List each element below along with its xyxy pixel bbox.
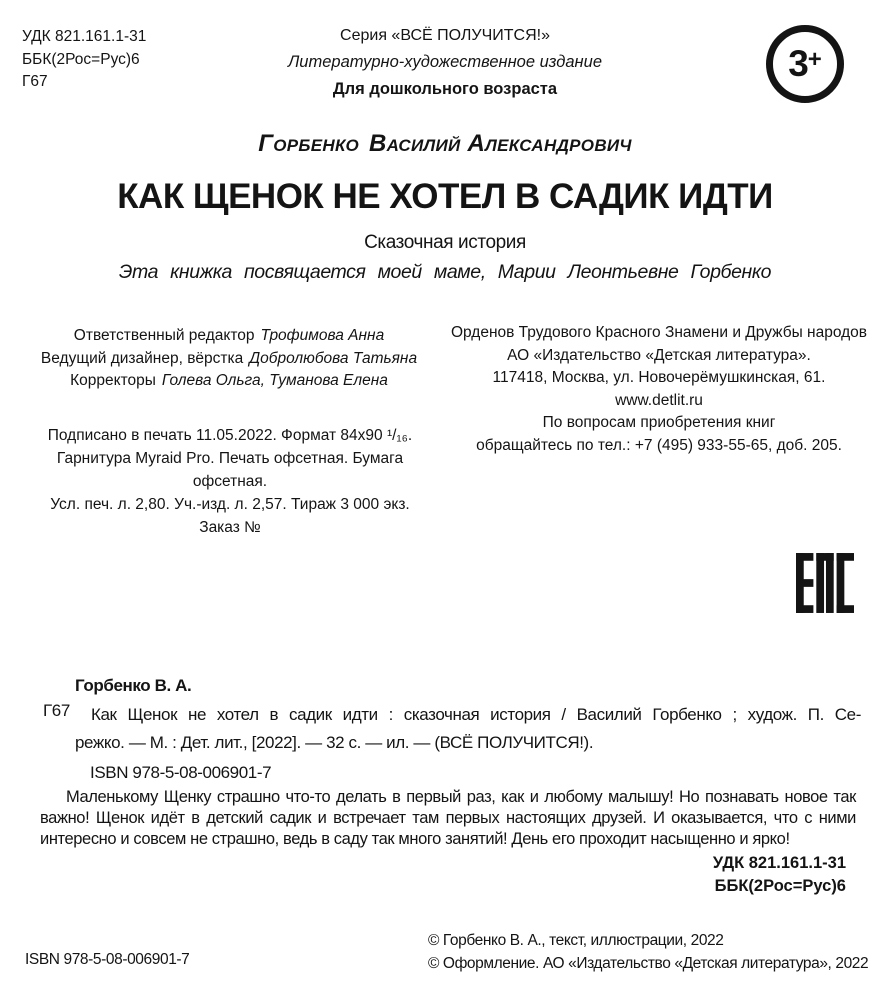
book-title: КАК ЩЕНОК НЕ ХОТЕЛ В САДИК ИДТИ [117,177,773,216]
dedication-line: Эта книжка посвящается моей маме, Марии Леонтьевне Горбенко [118,261,772,283]
age-note-line: Для дошкольного возраста [332,80,558,98]
credit-names: Добролюбова Татьяна [249,349,418,367]
book-author-line [0,130,890,158]
series-header [0,27,890,99]
author-sign: Г67 [22,73,48,90]
print-info-line: Усл. печ. л. 2,80. Уч.-изд. л. 2,57. Тираж 3 000 экз. [50,496,410,513]
catalog-index: Г67 [43,701,70,720]
bbk-code: ББК(2Рос=Рус)6 [22,50,140,68]
book-subtitle: Сказочная история [364,232,526,253]
credit-role: Ведущий дизайнер, вёрстка [40,349,244,367]
publisher-line: По вопросам приобретения книг [542,414,776,431]
credit-names: Голева Ольга, Туманова Елена [161,372,388,389]
copyright-line: © Горбенко В. А., текст, иллюстрации, 2022 [428,932,724,949]
publisher-info [438,322,880,457]
staff-credits [30,325,428,393]
age-badge [766,25,844,103]
copyright-block [428,929,868,975]
order-number-line: Заказ № [199,519,261,536]
author-given-names: Василий Александрович [369,130,632,157]
credit-row [30,348,428,371]
footer-isbn: ISBN 978-5-08-006901-7 [25,951,190,968]
edition-type-line: Литературно-художественное издание [287,53,602,71]
eac-conformity-icon [796,552,854,614]
age-badge-number: 3 [788,43,808,84]
print-info-line: Гарнитура Myraid Pro. Печать офсетная. Бумага офсетная. [56,450,404,490]
udk-code: УДК 821.161.1-31 [22,28,147,45]
credit-role: Ответственный редактор [73,327,255,344]
credit-row [30,370,428,393]
catalog-entry-line: режко. — М. : Дет. лит., [2022]. — 32 с. — ил. — (ВСЁ ПОЛУЧИТСЯ!). [75,733,594,752]
author-surname: Горбенко [258,130,360,157]
credit-names: Трофимова Анна [260,327,385,344]
annotation-text: Маленькому Щенку страшно что-то делать в первый раз, как и любому малышу! Но познавать новое так важно! Щенок идёт в детский садик и встречает там первых настоящих друзей. И оказывается, что с ними интересно и совсем не страшно, ведь в саду так много занятий! День его проходит насыщенно и ярко! [40,788,856,848]
bottom-classification-codes [713,852,846,898]
print-info-line: Подписано в печать 11.05.2022. Формат 84х90 ¹/₁₆. [47,427,413,444]
credit-row [30,325,428,348]
print-run-info [20,424,440,539]
catalog-isbn: ISBN 978-5-08-006901-7 [90,763,272,782]
publisher-website: www.detlit.ru [615,391,703,409]
series-line: Серия «ВСЁ ПОЛУЧИТСЯ!» [340,27,550,44]
bbk-code-bottom: ББК(2Рос=Рус)6 [714,877,846,895]
copyright-line: © Оформление. АО «Издательство «Детская литература», 2022 [428,955,869,972]
catalog-author-heading: Горбенко В. А. [75,676,192,695]
udk-code-bottom: УДК 821.161.1-31 [712,854,846,872]
catalog-entry [75,701,861,757]
catalog-entry-line: Как Щенок не хотел в садик идти : сказочная история / Василий Горбенко ; худож. П. Се- [91,705,861,724]
publisher-address: 117418, Москва, ул. Новочерёмушкинская, 61. [492,369,826,386]
publisher-phone: обращайтесь по тел.: +7 (495) 933-55-65, доб. 205. [476,436,842,454]
credit-role: Корректоры [70,372,156,389]
publisher-line: АО «Издательство «Детская литература». [507,346,811,364]
age-badge-plus: + [807,45,822,73]
publisher-line: Орденов Трудового Красного Знамени и Дружбы народов [450,324,868,341]
